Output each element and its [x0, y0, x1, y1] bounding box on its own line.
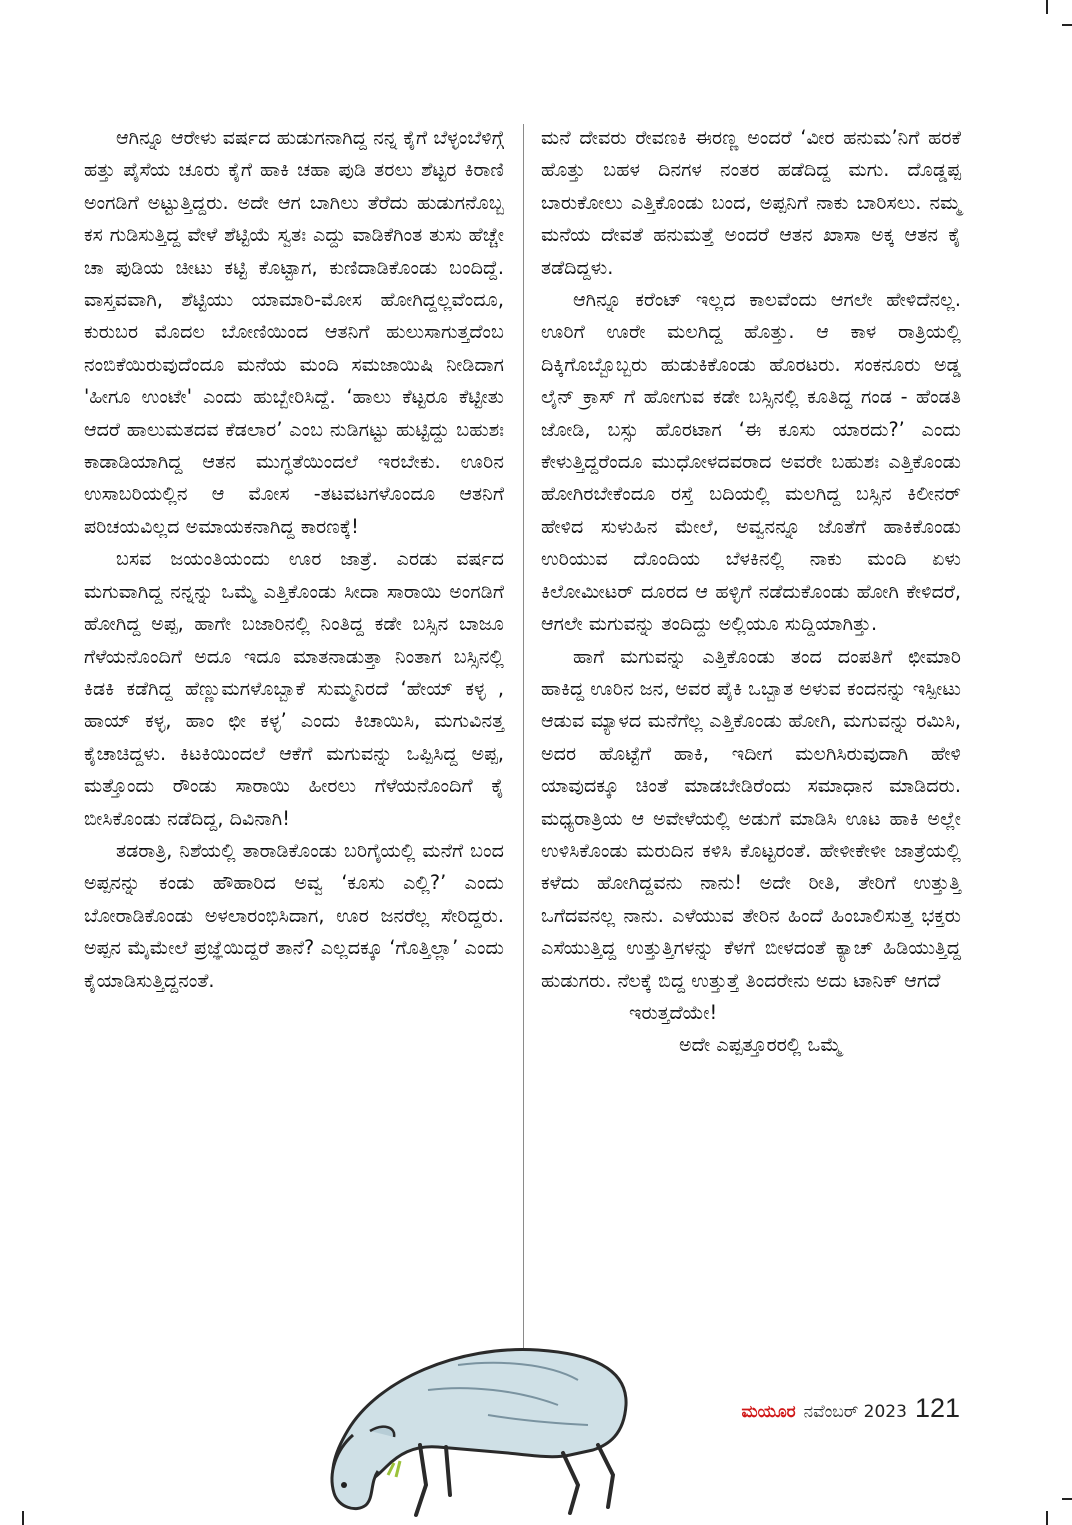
- crop-mark: [1046, 0, 1048, 14]
- crop-mark: [1046, 1511, 1048, 1525]
- crop-mark: [1062, 24, 1072, 26]
- paragraph: ತಡರಾತ್ರಿ, ನಿಶೆಯಲ್ಲಿ ತಾರಾಡಿಕೊಂಡು ಬರಿಗೈಯಲ್ಲಿ ಮನೆಗೆ ಬಂದ ಅಪ್ಪನನ್ನು ಕಂಡು ಹೌಹಾರಿದ ಅವ್ವ ‘ಕೂಸು ಎಲ್ಲಿ?’ ಎಂದು ಬೋರಾಡಿಕೊಂಡು ಅಳಲಾರಂಭಿಸಿದಾಗ, ಊರ ಜನರೆಲ್ಲ ಸೇರಿದ್ದರು. ಅಪ್ಪನ ಮೈಮೇಲೆ ಪ್ರಜ್ಞೆಯಿದ್ದರೆ ತಾನೆ? ಎಲ್ಲದಕ್ಕೂ ‘ಗೊತ್ತಿಲ್ಲಾ’ ಎಂದು ಕೈಯಾಡಿಸುತ್ತಿದ್ದನಂತೆ.: [84, 838, 504, 992]
- issue-date: ನವೆಂಬರ್ 2023: [803, 1402, 907, 1422]
- grazing-sheep-icon: [308, 1335, 638, 1525]
- column-divider: [523, 124, 524, 1394]
- paragraph: ಬಸವ ಜಯಂತಿಯಂದು ಊರ ಜಾತ್ರೆ. ಎರಡು ವರ್ಷದ ಮಗುವಾಗಿದ್ದ ನನ್ನನ್ನು ಒಮ್ಮೆ ಎತ್ತಿಕೊಂಡು ಸೀದಾ ಸಾರಾಯಿ ಅಂಗಡಿಗೆ ಹೋಗಿದ್ದ ಅಪ್ಪ, ಹಾಗೇ ಬಜಾರಿನಲ್ಲಿ ನಿಂತಿದ್ದ ಕಡೇ ಬಸ್ಸಿನ ಬಾಜೂ ಗೆಳೆಯನೊಂದಿಗೆ ಅದೂ ಇದೂ ಮಾತನಾಡುತ್ತಾ ನಿಂತಾಗ ಬಸ್ಸಿನಲ್ಲಿ ಕಿಡಕಿ ಕಡೆಗಿದ್ದ ಹೆಣ್ಣುಮಗಳೊಬ್ಬಾಕೆ ಸುಮ್ಮನಿರದೆ ‘ಹೇಯ್ ಕಳ್ಳ , ಹಾಯ್ ಕಳ್ಳ, ಹಾಂ ಛೀ ಕಳ್ಳ’ ಎಂದು ಕಿಚಾಯಿಸಿ, ಮಗುವಿನತ್ತ ಕೈಚಾಚಿದ್ದಳು. ಕಿಟಕಿಯಿಂದಲೆ ಆಕೆಗೆ ಮಗುವನ್ನು ಒಪ್ಪಿಸಿದ್ದ ಅಪ್ಪ, ಮತ್ತೊಂದು ರೌಂಡು ಸಾರಾಯಿ ಹೀರಲು ಗೆಳೆಯನೊಂದಿಗೆ ಕೈ ಬೀಸಿಕೊಂಡು ನಡೆದಿದ್ದ, ದಿವಿನಾಗಿ!: [84, 547, 504, 830]
- paragraph: ಮನೆ ದೇವರು ರೇವಣಕಿ ಈರಣ್ಣ ಅಂದರೆ ‘ವೀರ ಹನುಮ’ನಿಗೆ ಹರಕೆ ಹೊತ್ತು ಬಹಳ ದಿನಗಳ ನಂತರ ಹಡೆದಿದ್ದ ಮಗು. ದೊಡ್ಡಪ್ಪ ಬಾರುಕೋಲು ಎತ್ತಿಕೊಂಡು ಬಂದ, ಅಪ್ಪನಿಗೆ ನಾಕು ಬಾರಿಸಲು. ನಮ್ಮ ಮನೆಯ ದೇವತೆ ಹನುಮತ್ತೆ ಅಂದರೆ ಆತನ ಖಾಸಾ ಅಕ್ಕ ಆತನ ಕೈ ತಡೆದಿದ್ದಳು.: [541, 126, 961, 279]
- paragraph: ಅದೇ ಎಪ್ಪತ್ತೂರರಲ್ಲಿ ಒಮ್ಮೆ: [679, 1033, 842, 1057]
- paragraph: ಇರುತ್ತದೆಯೇ!: [629, 1000, 718, 1024]
- article-column-left: [84, 122, 504, 997]
- paragraph: ಹಾಗೆ ಮಗುವನ್ನು ಎತ್ತಿಕೊಂಡು ತಂದ ದಂಪತಿಗೆ ಛೀಮಾರಿ ಹಾಕಿದ್ದ ಊರಿನ ಜನ, ಅವರ ಪೈಕಿ ಒಬ್ಬಾತ ಅಳುವ ಕಂದನನ್ನು ಇಸ್ಪೀಟು ಆಡುವ ಮ್ಯಾಳದ ಮನೆಗೆಲ್ಲ ಎತ್ತಿಕೊಂಡು ಹೋಗಿ, ಮಗುವನ್ನು ರಮಿಸಿ, ಅದರ ಹೊಟ್ಟೆಗೆ ಹಾಕಿ, ಇದೀಗ ಮಲಗಿಸಿರುವುದಾಗಿ ಹೇಳಿ ಯಾವುದಕ್ಕೂ ಚಿಂತೆ ಮಾಡಬೇಡಿರೆಂದು ಸಮಾಧಾನ ಮಾಡಿದರು. ಮಧ್ಯರಾತ್ರಿಯ ಆ ಅವೇಳೆಯಲ್ಲಿ ಅಡುಗೆ ಮಾಡಿಸಿ ಊಟ ಹಾಕಿ ಅಲ್ಲೇ ಉಳಿಸಿಕೊಂಡು ಮರುದಿನ ಕಳಿಸಿ ಕೊಟ್ಟರಂತೆ. ಹೇಳೀಕೇಳೀ ಜಾತ್ರೆಯಲ್ಲಿ ಕಳೆದು ಹೋಗಿದ್ದವನು ನಾನು! ಅದೇ ರೀತಿ, ತೇರಿಗೆ ಉತ್ತುತ್ತಿ ಒಗೆದವನಲ್ಲ ನಾನು. ಎಳೆಯುವ ತೇರಿನ ಹಿಂದೆ ಹಿಂಬಾಲಿಸುತ್ತ ಭಕ್ತರು ಎಸೆಯುತ್ತಿದ್ದ ಉತ್ತುತ್ತಿಗಳನ್ನು ಕೆಳಗೆ ಬೀಳದಂತೆ ಕ್ಯಾಚ್ ಹಿಡಿಯುತ್ತಿದ್ದ ಹುಡುಗರು. ನೆಲಕ್ಕೆ ಬಿದ್ದ ಉತ್ತುತ್ತೆ ತಿಂದರೇನು ಅದು ಟಾನಿಕ್ ಆಗದೆ: [541, 644, 961, 992]
- crop-mark: [22, 1511, 24, 1525]
- page-footer: [741, 1393, 960, 1424]
- article-column-right: [541, 122, 961, 1062]
- crop-mark: [1062, 1498, 1072, 1500]
- magazine-name: ಮಯೂರ: [741, 1402, 796, 1422]
- paragraph: ಆಗಿನ್ನೂ ಆರೇಳು ವರ್ಷದ ಹುಡುಗನಾಗಿದ್ದ ನನ್ನ ಕೈಗೆ ಬೆಳ್ಳಂಬೆಳಿಗ್ಗೆ ಹತ್ತು ಪೈಸೆಯ ಚೂರು ಕೈಗೆ ಹಾಕಿ ಚಹಾ ಪುಡಿ ತರಲು ಶೆಟ್ಟರ ಕಿರಾಣಿ ಅಂಗಡಿಗೆ ಅಟ್ಟುತ್ತಿದ್ದರು. ಅದೇ ಆಗ ಬಾಗಿಲು ತೆರೆದು ಹುಡುಗನೊಬ್ಬ ಕಸ ಗುಡಿಸುತ್ತಿದ್ದ ವೇಳೆ ಶೆಟ್ಟಿಯೆ ಸ್ವತಃ ಎದ್ದು ವಾಡಿಕೆಗಿಂತ ತುಸು ಹೆಚ್ಚೇ ಚಾ ಪುಡಿಯ ಚೀಟು ಕಟ್ಟಿ ಕೊಟ್ಟಾಗ, ಕುಣಿದಾಡಿಕೊಂಡು ಬಂದಿದ್ದೆ. ವಾಸ್ತವವಾಗಿ, ಶೆಟ್ಟಿಯು ಯಾಮಾರಿ-ಮೋಸ ಹೋಗಿದ್ದಲ್ಲವೆಂದೂ, ಕುರುಬರ ಮೊದಲ ಬೋಣಿಯಿಂದ ಆತನಿಗೆ ಹುಲುಸಾಗುತ್ತದೆಂಬ ನಂಬಿಕೆಯಿರುವುದೆಂದೂ ಮನೆಯ ಮಂದಿ ಸಮಜಾಯಿಷಿ ನೀಡಿದಾಗ 'ಹೀಗೂ ಉಂಟೇ' ಎಂದು ಹುಬ್ಬೇರಿಸಿದ್ದೆ. ‘ಹಾಲು ಕೆಟ್ಟರೂ ಕೆಟ್ಟೀತು ಆದರೆ ಹಾಲುಮತದವ ಕೆಡಲಾರ’ ಎಂಬ ನುಡಿಗಟ್ಟು ಹುಟ್ಟಿದ್ದು ಬಹುಶಃ ಕಾಡಾಡಿಯಾಗಿದ್ದ ಆತನ ಮುಗ್ಧತೆಯಿಂದಲೆ ಇರಬೇಕು. ಊರಿನ ಉಸಾಬರಿಯಲ್ಲಿನ ಆ ಮೋಸ -ತಟವಟಗಳೊಂದೂ ಆತನಿಗೆ ಪರಿಚಯವಿಲ್ಲದ ಅಮಾಯಕನಾಗಿದ್ದ ಕಾರಣಕ್ಕೆ!: [84, 126, 504, 538]
- paragraph: ಆಗಿನ್ನೂ ಕರೆಂಟ್ ಇಲ್ಲದ ಕಾಲವೆಂದು ಆಗಲೇ ಹೇಳಿದೆನಲ್ಲ. ಊರಿಗೆ ಊರೇ ಮಲಗಿದ್ದ ಹೊತ್ತು. ಆ ಕಾಳ ರಾತ್ರಿಯಲ್ಲಿ ದಿಕ್ಕಿಗೊಬ್ಬೊಬ್ಬರು ಹುಡುಕಿಕೊಂಡು ಹೊರಟರು. ಸಂಕನೂರು ಅಡ್ಡ ಲೈನ್ ಕ್ರಾಸ್ ಗೆ ಹೋಗುವ ಕಡೇ ಬಸ್ಸಿನಲ್ಲಿ ಕೂತಿದ್ದ ಗಂಡ - ಹೆಂಡತಿ ಜೋಡಿ, ಬಸ್ಸು ಹೊರಟಾಗ ‘ಈ ಕೂಸು ಯಾರದು?’ ಎಂದು ಕೇಳುತ್ತಿದ್ದರೆಂದೂ ಮುಧೋಳದವರಾದ ಅವರೇ ಬಹುಶಃ ಎತ್ತಿಕೊಂಡು ಹೋಗಿರಬೇಕೆಂದೂ ರಸ್ತೆ ಬದಿಯಲ್ಲಿ ಮಲಗಿದ್ದ ಬಸ್ಸಿನ ಕಿಲೀನರ್ ಹೇಳಿದ ಸುಳುಹಿನ ಮೇಲೆ, ಅವ್ವನನ್ನೂ ಜೊತೆಗೆ ಹಾಕಿಕೊಂಡು ಉರಿಯುವ ದೊಂದಿಯ ಬೆಳಕಿನಲ್ಲಿ ನಾಕು ಮಂದಿ ಏಳು ಕಿಲೋಮೀಟರ್ ದೂರದ ಆ ಹಳ್ಳಿಗೆ ನಡೆದುಕೊಂಡು ಹೋಗಿ ಕೇಳಿದರೆ, ಆಗಲೇ ಮಗುವನ್ನು ತಂದಿದ್ದು ಅಲ್ಲಿಯೂ ಸುದ್ದಿಯಾಗಿತ್ತು.: [541, 288, 961, 636]
- page-number: 121: [914, 1393, 960, 1423]
